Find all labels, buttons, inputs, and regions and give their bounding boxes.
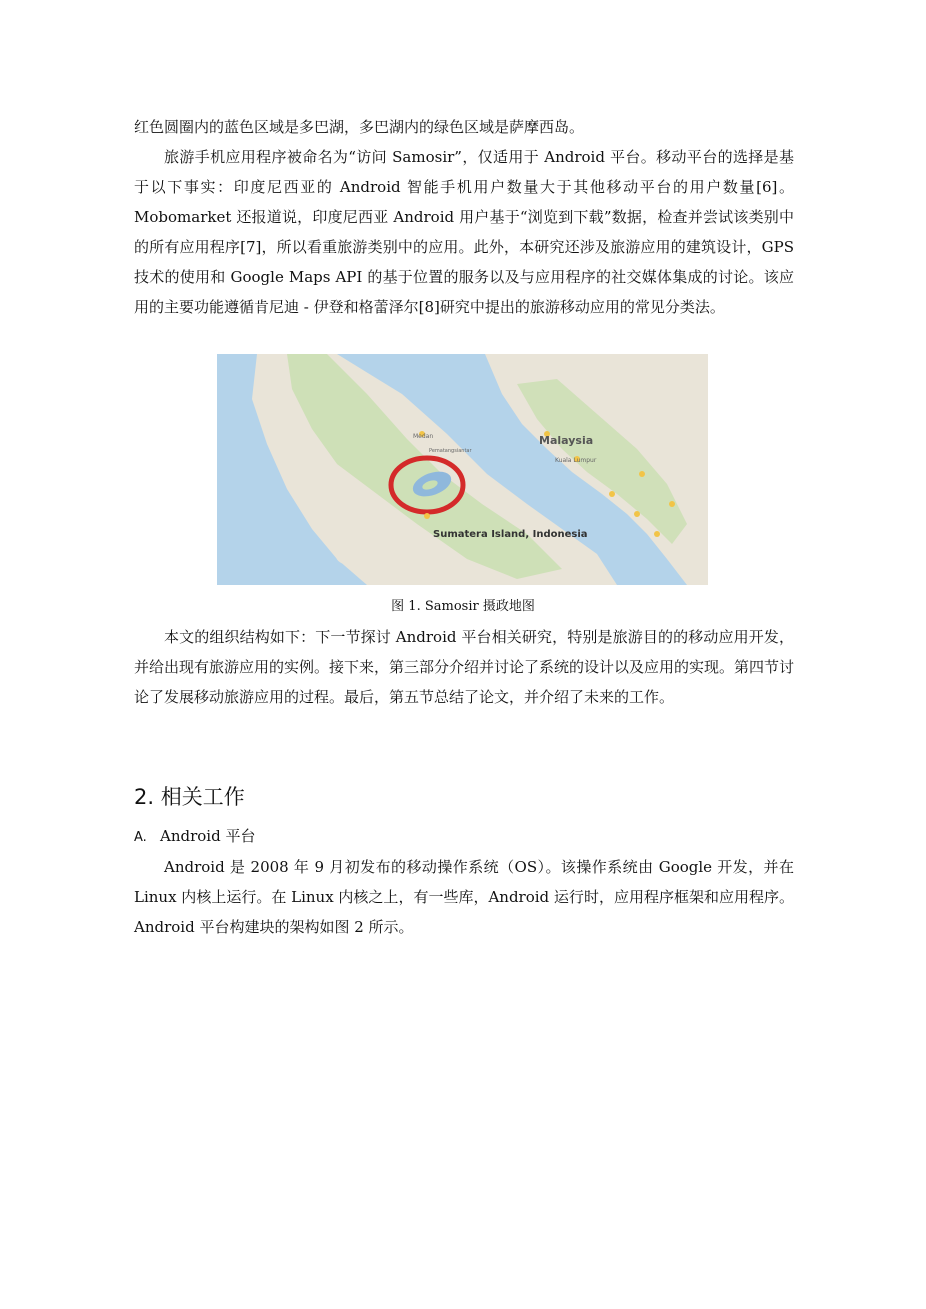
label-medan: Medan [413,433,434,440]
subsection-title: Android 平台 [160,827,256,845]
paragraph-paper-structure: 本文的组织结构如下：下一节探讨 Android 平台相关研究，特别是旅游目的的移动应用开发，并给出现有旅游应用的实例。接下来，第三部分介绍并讨论了系统的设计以及应用的实现。第四节讨论了发展移动旅游应用的过程。最后，第五节总结了论文，并介绍了未来的工作。 [134,628,795,706]
map-image [217,354,708,585]
paragraph-app-intro: 旅游手机应用程序被命名为“访问 Samosir”，仅适用于 Android 平台。移动平台的选择是基于以下事实：印度尼西亚的 Android 智能手机用户数量大于其他移动平台的用户数量[6]。Mobomarket 还报道说，印度尼西亚 Android 用户基于“浏览到下载”数据，检查并尝试该类别中的所有应用程序[7]，所以看重旅游类别中的应用。此外，本研究还涉及旅游应用的建筑设计，GPS 技术的使用和 Google Maps API 的基于位置的服务以及与应用程序的社交媒体集成的讨论。该应用的主要功能遵循肯尼迪 - 伊登和格蕾泽尔[8]研究中提出的旅游移动应用的常见分类法。 [134,148,794,316]
label-malaysia: Malaysia [539,434,594,447]
subsection-heading [134,824,255,850]
label-sumatera: Sumatera Island, Indonesia [433,529,588,540]
samosir-map-figure [217,354,708,585]
island-small-2 [681,470,693,478]
island-small-1 [336,547,364,565]
label-pematangsiantar: Pematangsiantar [429,448,472,454]
subsection-letter: A. [134,830,147,845]
paragraph-figure-description: 红色圆圈内的蓝色区域是多巴湖，多巴湖内的绿色区域是萨摩西岛。 [134,118,585,136]
label-kuala-lumpur: Kuala Lumpur [555,457,597,464]
paragraph-android-platform: Android 是 2008 年 9 月初发布的移动操作系统（OS）。该操作系统由 Google 开发，并在 Linux 内核上运行。在 Linux 内核之上，有一些库，Android 运行时，应用程序框架和应用程序。Android 平台构建块的架构如图 2 所示。 [134,858,794,936]
figure-caption: 图 1. Samosir 摄政地图 [391,599,535,614]
section-heading: 2. 相关工作 [134,785,245,809]
